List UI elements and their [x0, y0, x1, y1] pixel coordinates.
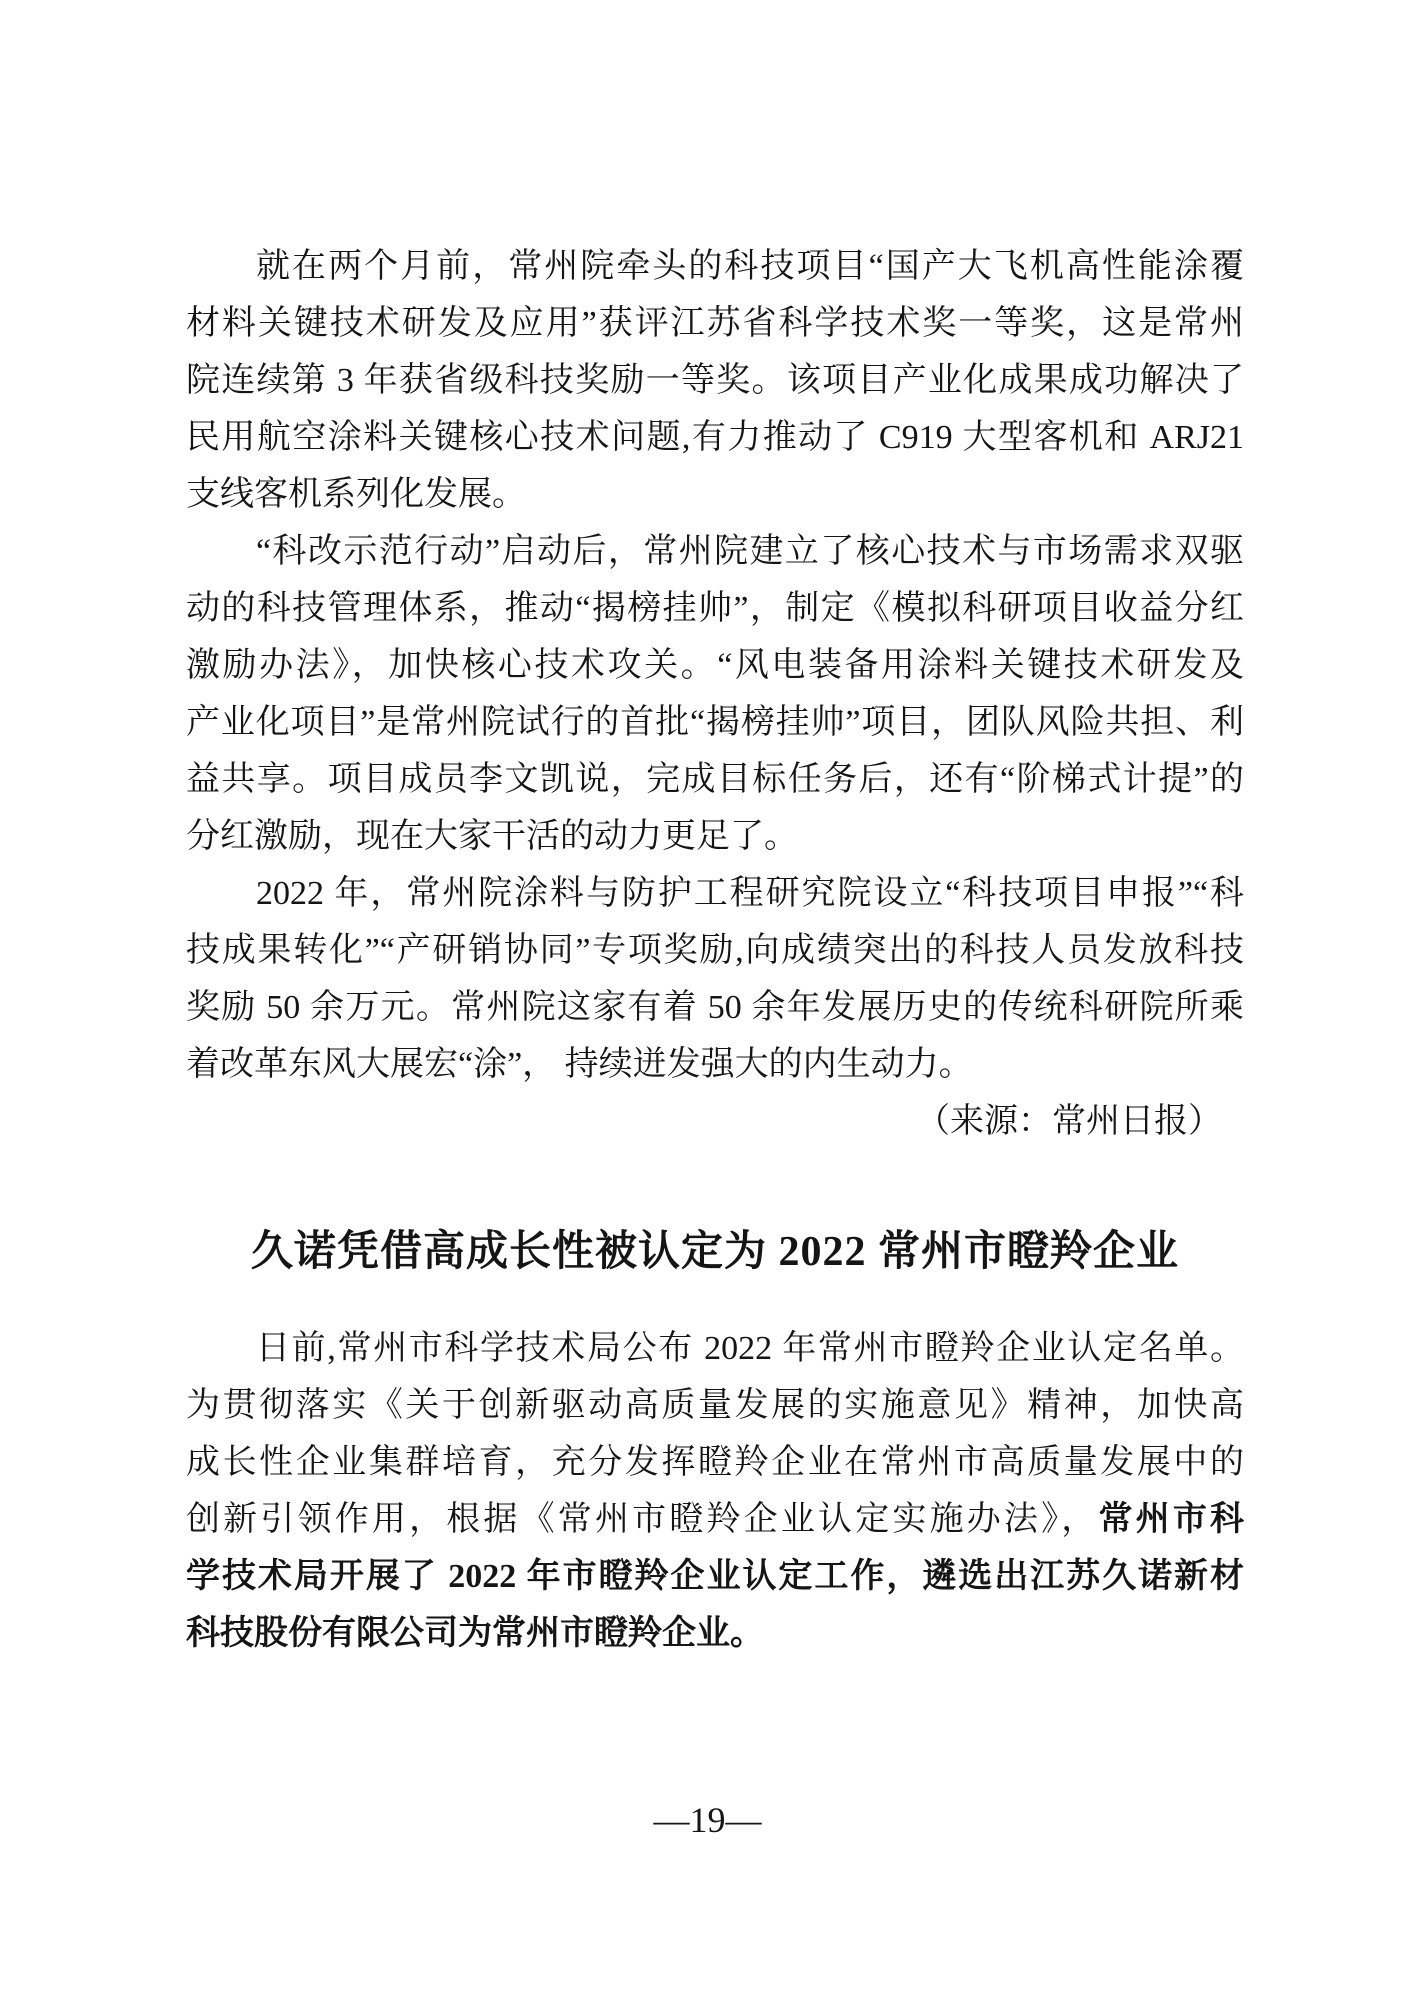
text-block: [186, 238, 1244, 1662]
paragraph-3: [186, 865, 1244, 1093]
body-line: 院连续第 3 年获省级科技奖励一等奖。该项目产业化成果成功解决了: [186, 362, 1244, 399]
paragraph-2: [186, 523, 1244, 865]
body-line: “科改示范行动”启动后，常州院建立了核心技术与市场需求双驱: [256, 533, 1244, 570]
body-line-bold: 学技术局开展了 2022 年市瞪羚企业认定工作，遴选出江苏久诺新材: [186, 1558, 1244, 1595]
body-line: 就在两个月前，常州院牵头的科技项目“国产大飞机高性能涂覆: [256, 248, 1244, 285]
page-number: —19—: [653, 1800, 762, 1840]
body-line: 成长性企业集群培育，充分发挥瞪羚企业在常州市高质量发展中的: [186, 1444, 1244, 1481]
body-line: 为贯彻落实《关于创新驱动高质量发展的实施意见》精神，加快高: [186, 1387, 1244, 1424]
body-line: 技成果转化”“产研销协同”专项奖励,向成绩突出的科技人员发放科技: [186, 932, 1244, 969]
body-line: 日前,常州市科学技术局公布 2022 年常州市瞪羚企业认定名单。: [256, 1330, 1244, 1367]
body-line: 着改革东风大展宏“涂”， 持续迸发强大的内生动力。: [186, 1046, 973, 1083]
body-line-mixed: [186, 1491, 1244, 1548]
body-line: 动的科技管理体系，推动“揭榜挂帅”，制定《模拟科研项目收益分红: [186, 590, 1244, 627]
body-line: 奖励 50 余万元。常州院这家有着 50 余年发展历史的传统科研院所乘: [186, 989, 1244, 1026]
body-line: 分红激励，现在大家干活的动力更足了。: [186, 818, 798, 855]
body-line: 支线客机系列化发展。: [186, 476, 526, 513]
paragraph-4: [186, 1320, 1244, 1662]
body-line: 益共享。项目成员李文凯说，完成目标任务后，还有“阶梯式计提”的: [186, 761, 1244, 798]
body-text-normal: 创新引领作用，根据《常州市瞪羚企业认定实施办法》，: [186, 1501, 1099, 1538]
body-line: 2022 年，常州院涂料与防护工程研究院设立“科技项目申报”“科: [256, 875, 1244, 912]
body-line: 材料关键技术研发及应用”获评江苏省科学技术奖一等奖，这是常州: [186, 305, 1244, 342]
source-attribution: （来源：常州日报）: [916, 1103, 1222, 1140]
article-title: 久诺凭借高成长性被认定为 2022 常州市瞪羚企业: [250, 1229, 1179, 1275]
body-line: 激励办法》，加快核心技术攻关。“风电装备用涂料关键技术研发及: [186, 647, 1244, 684]
body-line: 产业化项目”是常州院试行的首批“揭榜挂帅”项目，团队风险共担、利: [186, 704, 1244, 741]
paragraph-1: [186, 238, 1244, 523]
body-line-bold: 科技股份有限公司为常州市瞪羚企业。: [186, 1615, 764, 1652]
body-text-bold: 常州市科: [1098, 1501, 1245, 1538]
body-line: 民用航空涂料关键核心技术问题,有力推动了 C919 大型客机和 ARJ21: [186, 419, 1244, 456]
